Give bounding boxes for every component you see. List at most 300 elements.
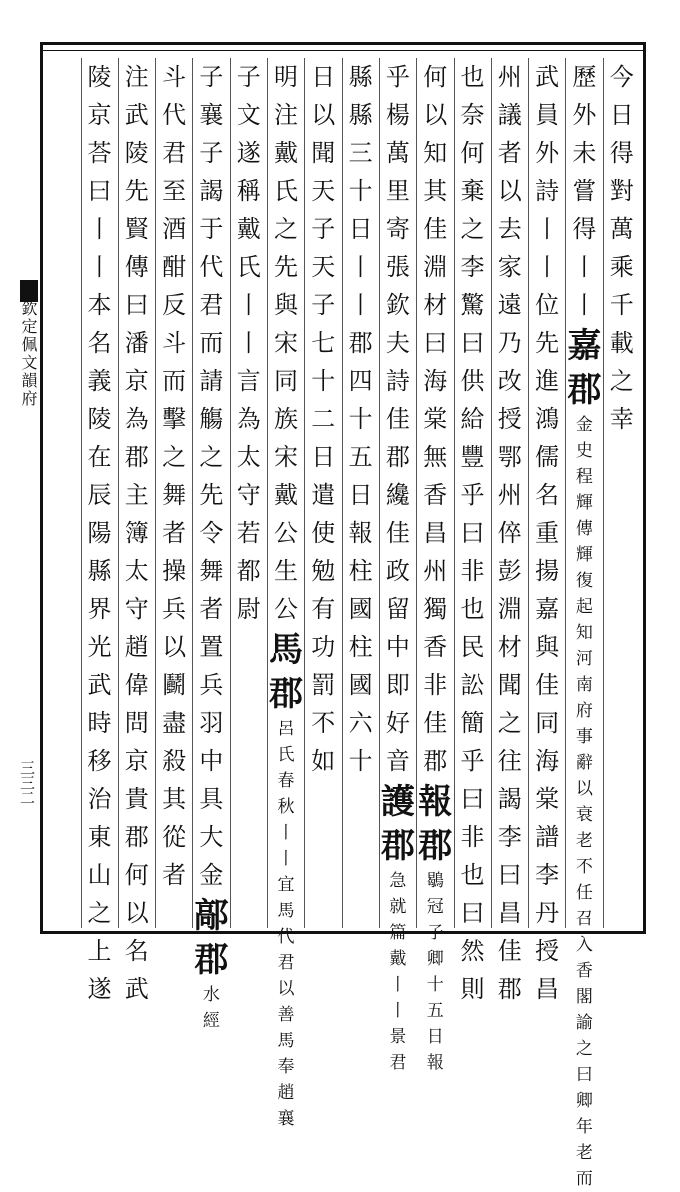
glyph: 郡: [124, 823, 149, 851]
glyph: 郡: [348, 329, 373, 357]
glyph: 具: [199, 785, 224, 813]
glyph: 武: [535, 63, 560, 91]
glyph: 倅: [497, 519, 522, 547]
glyph: 宜: [277, 875, 295, 895]
glyph: 戴: [274, 139, 298, 167]
glyph: 諭: [575, 1013, 593, 1033]
glyph: 日: [348, 215, 373, 243]
glyph: 國: [348, 671, 373, 699]
glyph: 好: [385, 709, 410, 737]
glyph: 曰: [124, 291, 149, 319]
glyph: 四: [348, 367, 373, 395]
glyph: 柱: [348, 557, 373, 585]
glyph: 乘: [609, 253, 634, 281]
glyph: 天: [311, 253, 336, 281]
glyph: 代: [162, 101, 187, 129]
glyph: 之: [575, 1039, 593, 1059]
glyph: 議: [497, 101, 522, 129]
glyph: 日: [609, 101, 634, 129]
glyph: 海: [535, 747, 560, 775]
text-column: [267, 58, 303, 1129]
glyph: 水: [202, 985, 220, 1005]
glyph: 曰: [575, 1065, 593, 1085]
glyph: 任: [575, 883, 593, 903]
glyph: 丨: [236, 329, 261, 357]
glyph: 君: [162, 139, 187, 167]
glyph: 郡: [269, 674, 303, 714]
text-column: [454, 58, 490, 1003]
glyph: 國: [348, 595, 373, 623]
glyph: 主: [124, 481, 149, 509]
glyph: 日: [426, 1027, 444, 1047]
glyph: 奉: [277, 1057, 295, 1077]
glyph: 呂: [277, 719, 295, 739]
glyph: 令: [199, 519, 224, 547]
glyph: 兵: [199, 671, 224, 699]
glyph: 宋: [274, 329, 298, 357]
glyph: 金: [575, 415, 593, 435]
glyph: 進: [535, 367, 560, 395]
glyph: 今: [609, 63, 634, 91]
glyph: 宋: [274, 443, 298, 471]
glyph: 七: [311, 329, 336, 357]
glyph: 萬: [609, 215, 634, 243]
glyph: 同: [274, 367, 298, 395]
glyph: 揚: [535, 557, 560, 585]
glyph: 昌: [423, 519, 448, 547]
glyph: 丨: [87, 253, 112, 281]
glyph: 問: [124, 709, 149, 737]
glyph: 未: [572, 139, 597, 167]
glyph: 京: [124, 747, 149, 775]
glyph: 曰: [460, 329, 485, 357]
glyph: 李: [535, 861, 560, 889]
glyph: 冠: [426, 897, 444, 917]
glyph: 程: [575, 467, 593, 487]
glyph: 歷: [572, 63, 597, 91]
glyph: 其: [162, 785, 187, 813]
text-column: [565, 58, 602, 1189]
glyph: 以: [497, 177, 522, 205]
glyph: 酒: [162, 215, 187, 243]
glyph: 何: [460, 139, 485, 167]
glyph: 譜: [535, 823, 560, 851]
glyph: 陽: [87, 519, 112, 547]
glyph: 與: [535, 633, 560, 661]
glyph: 南: [575, 675, 593, 695]
text-column: [342, 58, 378, 928]
glyph: 何: [423, 63, 448, 91]
book-title: 欽定佩文韻府: [19, 300, 38, 408]
glyph: 丨: [535, 253, 560, 281]
glyph: 而: [575, 1169, 593, 1189]
glyph: 護: [380, 782, 415, 822]
glyph: 太: [124, 557, 149, 585]
glyph: 曰: [460, 785, 485, 813]
glyph: 乎: [385, 63, 410, 91]
glyph: 聞: [311, 139, 336, 167]
glyph: 先: [199, 481, 224, 509]
glyph: 家: [497, 253, 522, 281]
glyph: 獨: [423, 595, 448, 623]
glyph: 者: [162, 861, 187, 889]
glyph: 郡: [418, 826, 453, 866]
glyph: 詩: [385, 367, 410, 395]
margin-tab: [20, 280, 38, 302]
glyph: 之: [609, 367, 634, 395]
glyph: 佳: [423, 215, 448, 243]
glyph: 何: [124, 861, 149, 889]
glyph: 注: [274, 101, 298, 129]
glyph: 以: [124, 899, 149, 927]
glyph: 欽: [385, 291, 410, 319]
glyph: 郡: [385, 443, 410, 471]
glyph: 丨: [348, 253, 373, 281]
glyph: 李: [460, 253, 485, 281]
glyph: 若: [236, 519, 261, 547]
text-column: [118, 58, 154, 1003]
glyph: 以: [423, 101, 448, 129]
glyph: 君: [277, 953, 295, 973]
glyph: 嘉: [567, 326, 602, 366]
glyph: 生: [274, 557, 298, 585]
glyph: 先: [124, 177, 149, 205]
glyph: 以: [311, 101, 336, 129]
glyph: 以: [277, 979, 295, 999]
glyph: 舞: [162, 481, 187, 509]
glyph: 改: [497, 367, 522, 395]
glyph: 楊: [385, 101, 410, 129]
glyph: 武: [124, 101, 149, 129]
glyph: 去: [497, 215, 522, 243]
glyph: 善: [277, 1005, 295, 1025]
glyph: 詩: [535, 177, 560, 205]
glyph: 音: [385, 747, 410, 775]
page-number: 三三二: [18, 760, 36, 805]
glyph: 鶡: [426, 871, 444, 891]
glyph: 簿: [124, 519, 149, 547]
glyph: 給: [460, 405, 485, 433]
glyph: 曰: [87, 177, 112, 205]
glyph: 民: [460, 633, 485, 661]
glyph: 先: [535, 329, 560, 357]
glyph: 荅: [87, 139, 112, 167]
text-column: [230, 58, 266, 928]
glyph: 景: [389, 1027, 407, 1047]
glyph: 乎: [460, 747, 485, 775]
glyph: 則: [460, 975, 485, 1003]
glyph: 如: [311, 747, 336, 775]
glyph: 潘: [124, 329, 149, 357]
glyph: 氏: [236, 253, 261, 281]
glyph: 與: [274, 291, 298, 319]
glyph: 中: [385, 633, 410, 661]
glyph: 守: [124, 595, 149, 623]
glyph: 之: [460, 215, 485, 243]
glyph: 非: [460, 823, 485, 851]
glyph: 偉: [124, 671, 149, 699]
glyph: 有: [311, 595, 336, 623]
glyph: 馬: [277, 1031, 295, 1051]
glyph: 者: [199, 595, 224, 623]
glyph: 之: [199, 443, 224, 471]
glyph: 老: [575, 831, 593, 851]
glyph: 先: [274, 253, 298, 281]
glyph: 即: [385, 671, 410, 699]
glyph: 太: [236, 443, 261, 471]
glyph: 言: [236, 367, 261, 395]
glyph: 代: [199, 253, 224, 281]
glyph: 傳: [575, 519, 593, 539]
glyph: 操: [162, 557, 187, 585]
glyph: 香: [423, 633, 448, 661]
glyph: 授: [535, 937, 560, 965]
glyph: 之: [162, 443, 187, 471]
glyph: 辭: [575, 753, 593, 773]
glyph: 戴: [236, 215, 261, 243]
glyph: 佳: [423, 709, 448, 737]
glyph: 馬: [269, 630, 303, 670]
glyph: 代: [277, 927, 295, 947]
glyph: 驚: [460, 291, 485, 319]
glyph: 傳: [124, 253, 149, 281]
glyph: 上: [87, 937, 112, 965]
glyph: 六: [348, 709, 373, 737]
glyph: 日: [311, 443, 336, 471]
glyph: 武: [87, 671, 112, 699]
glyph: 棠: [423, 405, 448, 433]
glyph: 棄: [460, 177, 485, 205]
glyph: 移: [87, 747, 112, 775]
glyph: 丹: [535, 899, 560, 927]
text-column: [81, 58, 117, 1003]
glyph: 斗: [162, 63, 187, 91]
glyph: 戴: [274, 481, 298, 509]
glyph: 子: [236, 63, 261, 91]
glyph: 明: [274, 63, 298, 91]
glyph: 至: [162, 177, 187, 205]
glyph: 入: [575, 935, 593, 955]
glyph: 鴻: [535, 405, 560, 433]
glyph: 得: [609, 139, 634, 167]
glyph: 十: [348, 405, 373, 433]
glyph: 貴: [124, 785, 149, 813]
glyph: 郡: [423, 747, 448, 775]
glyph: 位: [535, 291, 560, 319]
glyph: 從: [162, 823, 187, 851]
glyph: 二: [311, 405, 336, 433]
glyph: 名: [87, 329, 112, 357]
glyph: 謁: [497, 785, 522, 813]
glyph: 為: [124, 405, 149, 433]
glyph: 名: [535, 481, 560, 509]
glyph: 材: [423, 291, 448, 319]
glyph: 海: [423, 367, 448, 395]
glyph: 儒: [535, 443, 560, 471]
glyph: 郡: [194, 940, 229, 980]
glyph: 里: [385, 177, 410, 205]
glyph: 起: [575, 597, 593, 617]
glyph: 篇: [389, 923, 407, 943]
glyph: 佳: [535, 671, 560, 699]
glyph: 為: [236, 405, 261, 433]
glyph: 子: [311, 291, 336, 319]
glyph: 香: [575, 961, 593, 981]
glyph: 丨: [572, 253, 597, 281]
glyph: 丨: [87, 215, 112, 243]
glyph: 之: [274, 215, 298, 243]
glyph: 襄: [199, 101, 224, 129]
glyph: 丨: [389, 975, 407, 995]
glyph: 史: [575, 441, 593, 461]
glyph: 趙: [124, 633, 149, 661]
glyph: 金: [199, 861, 224, 889]
glyph: 本: [87, 291, 112, 319]
glyph: 子: [426, 923, 444, 943]
text-column: [416, 58, 453, 1073]
glyph: 子: [199, 139, 224, 167]
glyph: 兵: [162, 595, 187, 623]
glyph: 不: [575, 857, 593, 877]
glyph: 州: [497, 481, 522, 509]
glyph: 使: [311, 519, 336, 547]
glyph: 嘗: [572, 177, 597, 205]
glyph: 訟: [460, 671, 485, 699]
glyph: 外: [572, 101, 597, 129]
glyph: 年: [575, 1117, 593, 1137]
glyph: 事: [575, 727, 593, 747]
glyph: 遂: [236, 139, 261, 167]
glyph: 君: [389, 1053, 407, 1073]
glyph: 氏: [277, 745, 295, 765]
glyph: 五: [348, 443, 373, 471]
glyph: 以: [162, 633, 187, 661]
glyph: 觴: [199, 405, 224, 433]
glyph: 乃: [497, 329, 522, 357]
glyph: 丨: [348, 291, 373, 319]
glyph: 非: [423, 671, 448, 699]
glyph: 名: [124, 937, 149, 965]
glyph: 萬: [385, 139, 410, 167]
glyph: 武: [124, 975, 149, 1003]
glyph: 公: [274, 519, 298, 547]
glyph: 京: [87, 101, 112, 129]
glyph: 五: [426, 1001, 444, 1021]
glyph: 往: [497, 747, 522, 775]
glyph: 寄: [385, 215, 410, 243]
glyph: 曰: [497, 861, 522, 889]
glyph: 鄗: [194, 896, 229, 936]
glyph: 報: [418, 782, 453, 822]
glyph: 曰: [460, 519, 485, 547]
glyph: 光: [87, 633, 112, 661]
glyph: 請: [199, 367, 224, 395]
glyph: 幸: [609, 405, 634, 433]
glyph: 郡: [497, 975, 522, 1003]
glyph: 賢: [124, 215, 149, 243]
glyph: 嘉: [535, 595, 560, 623]
glyph: 纔: [385, 481, 410, 509]
glyph: 斗: [162, 329, 187, 357]
glyph: 十: [426, 975, 444, 995]
glyph: 也: [460, 63, 485, 91]
glyph: 授: [497, 405, 522, 433]
glyph: 罰: [311, 671, 336, 699]
glyph: 彭: [497, 557, 522, 585]
glyph: 郡: [567, 370, 602, 410]
glyph: 曰: [460, 899, 485, 927]
glyph: 急: [389, 871, 407, 891]
glyph: 對: [609, 177, 634, 205]
glyph: 治: [87, 785, 112, 813]
glyph: 陵: [124, 139, 149, 167]
glyph: 棠: [535, 785, 560, 813]
glyph: 天: [311, 177, 336, 205]
glyph: 外: [535, 139, 560, 167]
glyph: 縣: [87, 557, 112, 585]
glyph: 郡: [380, 826, 415, 866]
glyph: 老: [575, 1143, 593, 1163]
glyph: 尉: [236, 595, 261, 623]
glyph: 三: [348, 139, 373, 167]
text-column: [379, 58, 415, 1073]
glyph: 鬬: [162, 671, 187, 699]
glyph: 丨: [389, 1001, 407, 1021]
glyph: 也: [460, 595, 485, 623]
glyph: 之: [497, 709, 522, 737]
glyph: 縣: [348, 101, 373, 129]
glyph: 族: [274, 405, 298, 433]
glyph: 丨: [277, 823, 295, 843]
glyph: 州: [497, 63, 522, 91]
text-column: [491, 58, 527, 1003]
glyph: 守: [236, 481, 261, 509]
glyph: 陵: [87, 63, 112, 91]
glyph: 佳: [497, 937, 522, 965]
glyph: 其: [423, 177, 448, 205]
glyph: 而: [199, 329, 224, 357]
glyph: 東: [87, 823, 112, 851]
glyph: 大: [199, 823, 224, 851]
glyph: 遣: [311, 481, 336, 509]
glyph: 非: [460, 557, 485, 585]
glyph: 謁: [199, 177, 224, 205]
text-column: [528, 58, 564, 1003]
glyph: 趙: [277, 1083, 295, 1103]
glyph: 縣: [348, 63, 373, 91]
glyph: 以: [575, 779, 593, 799]
glyph: 十: [348, 747, 373, 775]
glyph: 經: [202, 1011, 220, 1031]
glyph: 重: [535, 519, 560, 547]
glyph: 文: [236, 101, 261, 129]
glyph: 遠: [497, 291, 522, 319]
glyph: 無: [423, 443, 448, 471]
glyph: 閣: [575, 987, 593, 1007]
glyph: 者: [497, 139, 522, 167]
glyph: 香: [423, 481, 448, 509]
glyph: 卿: [426, 949, 444, 969]
glyph: 反: [162, 291, 187, 319]
glyph: 留: [385, 595, 410, 623]
glyph: 供: [460, 367, 485, 395]
glyph: 中: [199, 747, 224, 775]
glyph: 丨: [236, 291, 261, 319]
glyph: 就: [389, 897, 407, 917]
glyph: 報: [426, 1053, 444, 1073]
glyph: 鄂: [497, 443, 522, 471]
glyph: 而: [162, 367, 187, 395]
